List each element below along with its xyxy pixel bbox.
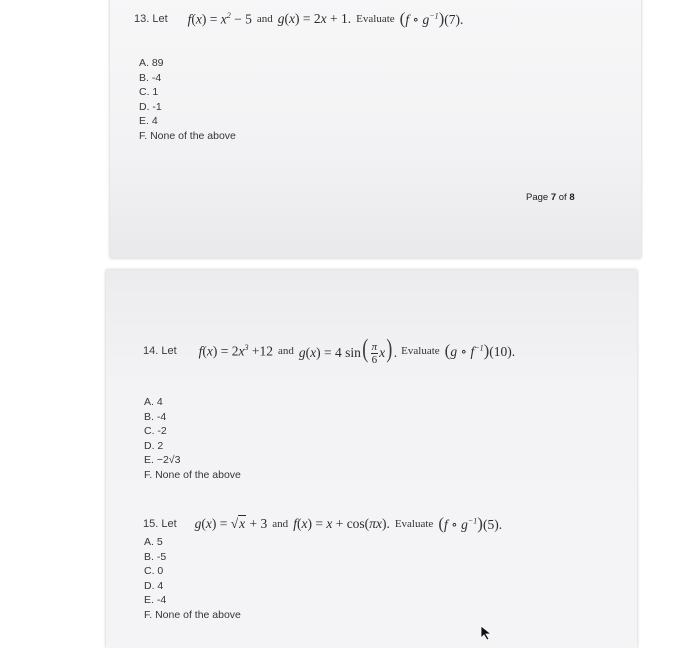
question-13-and: and	[256, 13, 273, 25]
choice-b[interactable]: B. -5	[144, 550, 167, 563]
page-8	[106, 270, 637, 648]
question-15-f-definition: f(x) = x + cos(πx).	[293, 516, 390, 531]
choice-a[interactable]: A. 4	[144, 396, 163, 408]
question-15-evaluate: Evaluate	[394, 518, 434, 530]
choice-c[interactable]: C. 1	[139, 86, 159, 99]
question-15-g-definition: g(x) = √x + 3	[194, 516, 268, 531]
question-14-and: and	[278, 345, 294, 358]
page-7	[110, 0, 641, 258]
choice-a[interactable]: A. 5	[144, 536, 163, 548]
question-13-choices	[139, 56, 236, 144]
choice-b[interactable]: B. -4	[139, 71, 162, 84]
question-14-f-definition: $f(x) = 2x^3 +12$	[198, 342, 274, 359]
choice-b[interactable]: B. -4	[144, 410, 167, 423]
choice-e[interactable]: E. −2√3	[144, 454, 181, 467]
choice-e[interactable]: E. -4	[144, 594, 167, 607]
choice-f[interactable]: F. None of the above	[139, 129, 236, 142]
mouse-pointer-icon	[480, 625, 494, 641]
question-15-stem	[143, 515, 502, 533]
question-15-expression: (f ∘ $g^{-1})(5)$.	[438, 514, 503, 533]
page-number-of: of	[556, 192, 570, 203]
choice-a[interactable]: A. 89	[139, 57, 164, 69]
question-15-and: and	[272, 518, 289, 530]
question-13-number: 13. Let	[134, 13, 168, 25]
choice-f[interactable]: F. None of the above	[144, 608, 241, 621]
choice-c[interactable]: C. 0	[144, 565, 164, 578]
page-number-total: 8	[569, 192, 575, 203]
question-15-number: 15. Let	[143, 518, 177, 530]
question-14-number: 14. Let	[143, 345, 177, 358]
choice-c[interactable]: C. -2	[144, 425, 167, 438]
choice-d[interactable]: D. -1	[139, 100, 162, 113]
question-13-f-definition: $f(x) = x^2 - 5$	[187, 10, 252, 27]
choice-f[interactable]: F. None of the above	[144, 468, 241, 481]
choice-d[interactable]: D. 2	[144, 439, 164, 452]
question-14-choices	[144, 395, 241, 483]
question-15-choices	[144, 535, 241, 623]
question-13-expression: (f ∘ $g^{-1})(7)$.	[399, 9, 464, 28]
question-13-stem	[134, 10, 463, 28]
choice-e[interactable]: E. 4	[139, 115, 158, 128]
question-14-evaluate: Evaluate	[401, 345, 440, 358]
question-13-g-definition: g(x) = 2x + 1.	[277, 11, 352, 26]
page-number	[526, 192, 575, 203]
question-14-g-definition: g(x) = 4 sin( $\frac{\pi}{6}$ x).	[298, 334, 398, 367]
question-14-expression: (g ∘ $f^{-1})(10)$.	[444, 341, 516, 361]
question-14-stem	[143, 336, 515, 366]
choice-d[interactable]: D. 4	[144, 579, 164, 592]
page-number-current: 7	[550, 192, 557, 203]
page-number-prefix: Page	[526, 192, 551, 203]
question-13-evaluate: Evaluate	[356, 13, 395, 25]
